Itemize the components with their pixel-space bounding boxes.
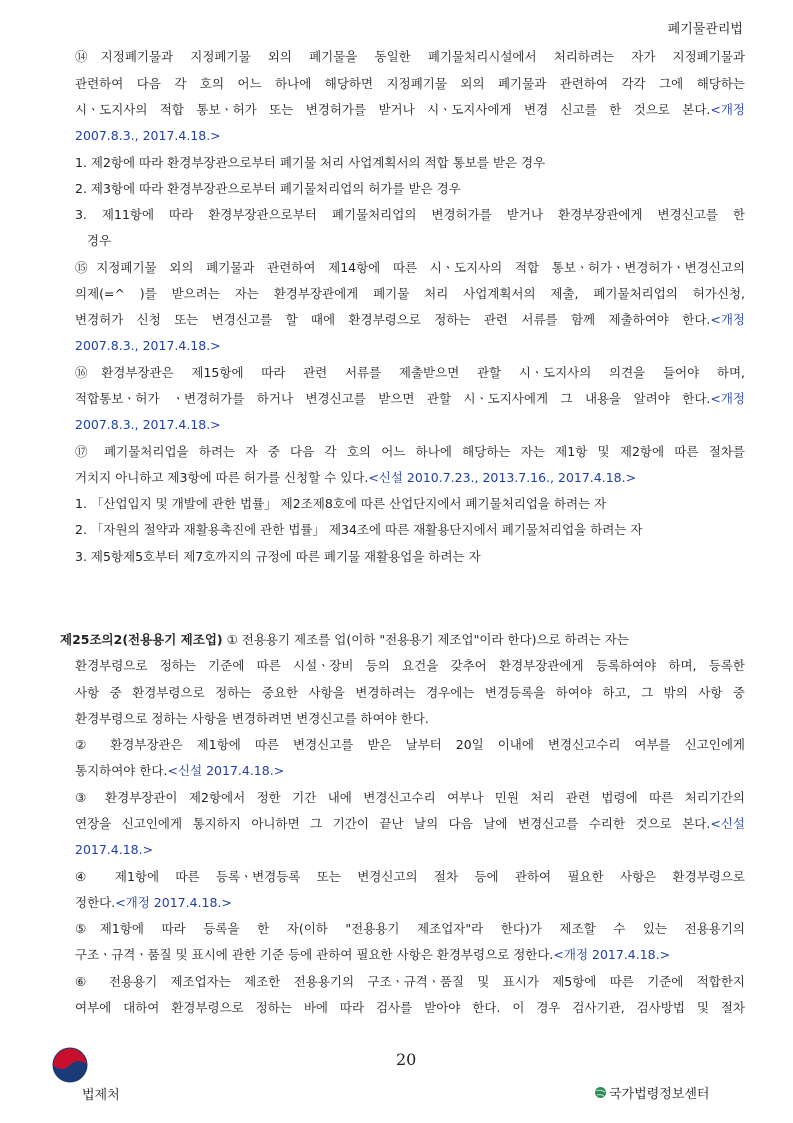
text-line xyxy=(75,364,745,382)
line-text: ⑤제1항에 따라 등록을 한 자(이하 "전용용기 제조업자"라 한다)가 제조할 수 있는 전용용기의 xyxy=(75,921,745,936)
line-text: 의제(=^ )를 받으려는 자는 환경부장관에게 폐기물 처리 사업계획서의 제출, 폐기물처리업의 허가신청, xyxy=(75,286,745,301)
line-text: ① 전용용기 제조를 업(이하 "전용용기 제조업"이라 한다)으로 하려는 자는 xyxy=(222,632,629,647)
line-text: ⑭지정폐기물과 지정폐기물 외의 폐기물을 동일한 폐기물처리시설에서 처리하려는 자가 지정폐기물과 xyxy=(75,49,745,64)
footer-source-label: 국가법령정보센터 xyxy=(609,1087,710,1102)
amendment-note: 2007.8.3., 2017.4.18.> xyxy=(75,338,221,353)
amendment-note: <개정 xyxy=(710,312,745,327)
amendment-note: <개정 2017.4.18.> xyxy=(553,947,671,962)
line-text: 통지하여야 한다. xyxy=(75,763,168,778)
text-line xyxy=(75,101,745,119)
line-text: 3. 제11항에 따라 환경부장관으로부터 폐기물처리업의 변경허가를 받거나 환경부장관에게 변경신고를 한 xyxy=(75,207,745,222)
amendment-note: <신설 2010.7.23., 2013.7.16., 2017.4.18.> xyxy=(368,470,637,485)
amendment-note: <개정 xyxy=(710,391,745,406)
text-line xyxy=(75,495,745,513)
text-line xyxy=(75,443,745,461)
text-line xyxy=(75,337,745,355)
amendment-note: <신설 xyxy=(710,816,745,831)
line-text: 거치지 아니하고 제3항에 따른 허가를 신청할 수 있다. xyxy=(75,470,369,485)
text-line xyxy=(75,973,745,991)
text-line xyxy=(75,815,745,833)
text-line xyxy=(75,548,745,566)
text-line xyxy=(75,894,745,912)
text-line xyxy=(75,946,745,964)
line-text: 1. 「산업입지 및 개발에 관한 법률」 제2조제8호에 따른 산업단지에서 폐기물처리업을 하려는 자 xyxy=(75,496,607,511)
line-text: ⑥ 전용용기 제조업자는 제조한 전용용기의 구조ㆍ규격ㆍ품질 및 표시가 제5항에 따른 기준에 적합한지 xyxy=(75,974,745,989)
line-text: 시ㆍ도지사의 적합 통보ㆍ허가 또는 변경허가를 받거나 시ㆍ도지사에게 변경 신고를 한 것으로 본다. xyxy=(75,102,711,117)
line-text: 환경부령으로 정하는 기준에 따른 시설ㆍ장비 등의 요건을 갖추어 환경부장관에게 등록하여야 하며, 등록한 xyxy=(75,658,745,673)
text-line xyxy=(75,657,745,675)
page-number: 20 xyxy=(396,1050,417,1069)
text-line xyxy=(75,684,745,702)
text-line xyxy=(75,469,745,487)
amendment-note: 2007.8.3., 2017.4.18.> xyxy=(75,128,221,143)
line-text: ⑯환경부장관은 제15항에 따라 관련 서류를 제출받으면 관할 시ㆍ도지사의 의견을 들어야 하며, xyxy=(75,365,745,380)
line-text: ⑮지정폐기물 외의 폐기물과 관련하여 제14항에 따른 시ㆍ도지사의 적합 통보ㆍ허가ㆍ변경허가ㆍ변경신고의 xyxy=(75,260,745,275)
line-text: ⑰ 폐기물처리업을 하려는 자 중 다음 각 호의 어느 하나에 해당하는 자는 제1항 및 제2항에 따른 절차를 xyxy=(75,444,745,459)
text-line xyxy=(75,75,745,93)
text-line xyxy=(75,127,745,145)
line-text: 사항 중 환경부령으로 정하는 중요한 사항을 변경하려는 경우에는 변경등록을 하여야 하고, 그 밖의 사항 중 xyxy=(75,685,745,700)
footer-source xyxy=(594,1083,709,1102)
amendment-note: <개정 2017.4.18.> xyxy=(115,895,232,910)
text-line xyxy=(75,999,745,1017)
text-line xyxy=(60,631,690,649)
line-text: 구조ㆍ규격ㆍ품질 및 표시에 관한 기준 등에 관하여 필요한 사항은 환경부령으로 정한다. xyxy=(75,947,554,962)
text-line xyxy=(75,789,745,807)
text-line xyxy=(75,48,745,66)
text-line xyxy=(75,206,745,224)
text-line xyxy=(75,736,745,754)
text-line xyxy=(75,232,745,250)
line-text: 2. 「자원의 절약과 재활용촉진에 관한 법률」 제34조에 따른 재활용단지에서 폐기물처리업을 하려는 자 xyxy=(75,522,643,537)
amendment-note: <신설 2017.4.18.> xyxy=(167,763,285,778)
line-text: 변경허가 신청 또는 변경신고를 할 때에 환경부령으로 정하는 관련 서류를 함께 제출하여야 한다. xyxy=(75,312,711,327)
text-line xyxy=(75,762,745,780)
line-text: 1. 제2항에 따라 환경부장관으로부터 폐기물 처리 사업계획서의 적합 통보를 받은 경우 xyxy=(75,155,546,170)
text-line xyxy=(75,259,745,277)
text-line xyxy=(75,311,745,329)
text-line xyxy=(75,154,745,172)
line-text: ③ 환경부장관이 제2항에서 정한 기간 내에 변경신고수리 여부나 민원 처리 관련 법령에 따른 처리기간의 xyxy=(75,790,745,805)
globe-icon xyxy=(594,1086,607,1099)
text-line xyxy=(75,285,745,303)
moleg-logo-icon xyxy=(50,1045,90,1085)
line-text: ② 환경부장관은 제1항에 따른 변경신고를 받은 날부터 20일 이내에 변경신고수리 여부를 신고인에게 xyxy=(75,737,745,752)
footer-publisher: 법제처 xyxy=(82,1088,120,1103)
article-heading: 제25조의2(전용용기 제조업) xyxy=(60,632,223,647)
document-title: 폐기물관리법 xyxy=(667,22,743,37)
line-text: 적합통보ㆍ허가 ㆍ변경허가를 하거나 변경신고를 받으면 관할 시ㆍ도지사에게 그 내용을 알려야 한다. xyxy=(75,391,711,406)
text-line xyxy=(75,390,745,408)
amendment-note: 2017.4.18.> xyxy=(75,842,154,857)
line-text: 연장을 신고인에게 통지하지 아니하면 그 기간이 끝난 날의 다음 날에 변경신고를 수리한 것으로 본다. xyxy=(75,816,711,831)
line-text: 환경부령으로 정하는 사항을 변경하려면 변경신고를 하여야 한다. xyxy=(75,711,429,726)
text-line xyxy=(75,868,745,886)
text-line xyxy=(75,920,745,938)
line-text: ④ 제1항에 따른 등록ㆍ변경등록 또는 변경신고의 절차 등에 관하여 필요한 사항은 환경부령으로 xyxy=(75,869,745,884)
text-line xyxy=(75,710,745,728)
line-text: 3. 제5항제5호부터 제7호까지의 규정에 따른 폐기물 재활용업을 하려는 자 xyxy=(75,549,481,564)
line-text: 여부에 대하여 환경부령으로 정하는 바에 따라 검사를 받아야 한다. 이 경우 검사기관, 검사방법 및 절차 xyxy=(75,1000,745,1015)
line-text: 경우 xyxy=(75,233,112,248)
text-line xyxy=(75,841,745,859)
line-text: 2. 제3항에 따라 환경부장관으로부터 폐기물처리업의 허가를 받은 경우 xyxy=(75,181,461,196)
amendment-note: 2007.8.3., 2017.4.18.> xyxy=(75,417,221,432)
text-line xyxy=(75,521,745,539)
line-text: 관련하여 다음 각 호의 어느 하나에 해당하면 지정폐기물 외의 폐기물과 관련하여 각각 그에 해당하는 xyxy=(75,76,745,91)
text-line xyxy=(75,416,745,434)
amendment-note: <개정 xyxy=(710,102,745,117)
text-line xyxy=(75,180,745,198)
line-text: 정한다. xyxy=(75,895,116,910)
